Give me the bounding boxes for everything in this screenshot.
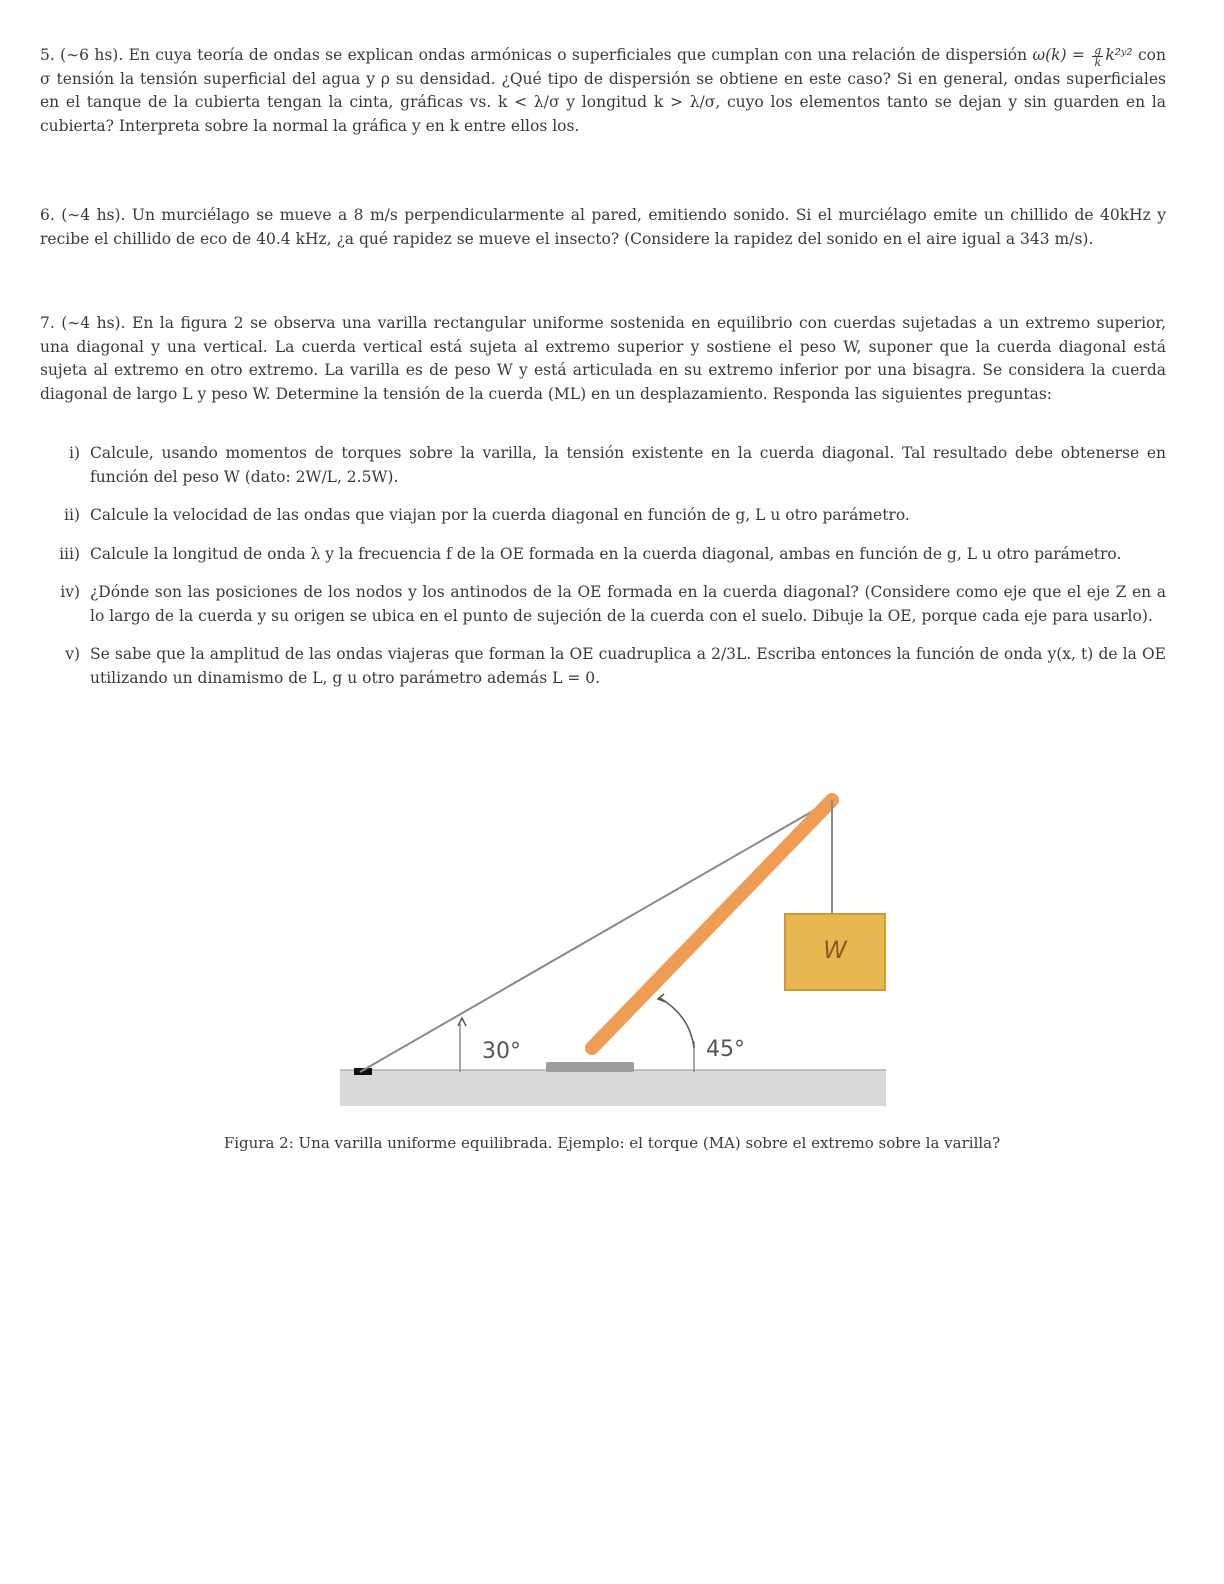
item-label: i) [68, 444, 80, 462]
angle1-arc [458, 1018, 466, 1026]
item-label: ii) [64, 506, 80, 524]
item-text: Calcule, usando momentos de torques sobre la varilla, la tensión existente en la cuerda diagonal. Tal resultado debe obtenerse en función del peso W (dato: 2W/L, 2.5W). [90, 444, 1166, 486]
problem-5 [40, 44, 1166, 138]
rod-figure [330, 786, 900, 1126]
wall-anchor [354, 1068, 372, 1075]
angle2-arrow [658, 994, 666, 1002]
problem-6: 6. (∼4 hs). Un murciélago se mueve a 8 m/s perpendicularmente al pared, emitiendo sonido. Si el murciélago emite un chillido de 40kHz y recibe el chillido de eco de 40.4 kHz, ¿a qué rapidez se mueve el insecto? (Considere la rapidez del sonido en el aire igual a 343 m/s). [40, 206, 1166, 248]
problem-5-text-b: con σ tensión la tensión superficial del agua y ρ su densidad. ¿Qué tipo de dispersión se obtiene en este caso? Si en general, ondas superficiales en el tanque de la cubierta tengan la cinta, gráficas vs. k < λ/σ y longitud k > λ/σ, cuyo los elementos tanto se dejan y sin guarden en la cubierta? Interpreta sobre la normal la gráfica y en k entre ellos los. [40, 46, 1166, 135]
item-label: iii) [59, 544, 80, 563]
figure-caption: Figura 2: Una varilla uniforme equilibrada. Ejemplo: el torque (MA) sobre el extremo sobre la varilla? [223, 1134, 1001, 1152]
list-item [40, 442, 1166, 489]
list-item [40, 581, 1166, 628]
item-text: Calcule la velocidad de las ondas que viajan por la cuerda diagonal en función de g, L u otro parámetro. [90, 506, 910, 524]
item-text: Calcule la longitud de onda λ y la frecuencia f de la OE formada en la cuerda diagonal, ambas en función de g, L u otro parámetro. [90, 544, 1122, 563]
ground [340, 1070, 886, 1106]
item-label: iv) [60, 583, 80, 601]
list-item [40, 643, 1166, 690]
hinge-base [546, 1062, 634, 1072]
problem-7: 7. (∼4 hs). En la figura 2 se observa una varilla rectangular uniforme sostenida en equilibrio con cuerdas sujetadas a un extremo superior, una diagonal y una vertical. La cuerda vertical está sujeta al extremo superior y sostiene el peso W, suponer que la cuerda diagonal está sujeta al extremo en otro extremo. La varilla es de peso W y está articulada en su extremo inferior por una bisagra. Se considera la cuerda diagonal de largo L y peso W. Determine la tensión de la cuerda (ML) en un desplazamiento. Responda las siguientes preguntas: [40, 314, 1166, 403]
diagonal-cable [360, 800, 832, 1072]
formula-fraction: $\frac{g}{k}$ [1094, 43, 1102, 69]
item-text: ¿Dónde son las posiciones de los nodos y los antinodos de la OE formada en la cuerda diagonal? (Considere como eje que el eje Z en a lo largo de la cuerda y su origen se ubica en el punto de sujeción de la cuerda con el suelo. Dibuje la OE, porque cada eje para usarlo). [90, 583, 1166, 625]
list-item [40, 543, 1166, 567]
list-item [40, 504, 1166, 528]
weight-label: W [823, 936, 847, 964]
item-label: v) [65, 645, 80, 663]
item-text: Se sabe que la amplitud de las ondas viajeras que forman la OE cuadruplica a 2/3L. Escriba entonces la función de onda y(x, t) de la OE utilizando un dinamismo de L, g u otro parámetro además L = 0. [90, 645, 1166, 687]
angle2-arc [660, 998, 694, 1048]
problem-7-items [40, 442, 1166, 705]
angle2-label: 45° [706, 1037, 745, 1062]
angle1-label: 30° [482, 1039, 521, 1064]
dispersion-formula: ω(k) = $\frac{g}{k}$ k²ʸ² [1032, 43, 1133, 69]
problem-5-text-a: 5. (∼6 hs). En cuya teoría de ondas se explican ondas armónicas o superficiales que cumplan con una relación de dispersión [40, 46, 1033, 64]
